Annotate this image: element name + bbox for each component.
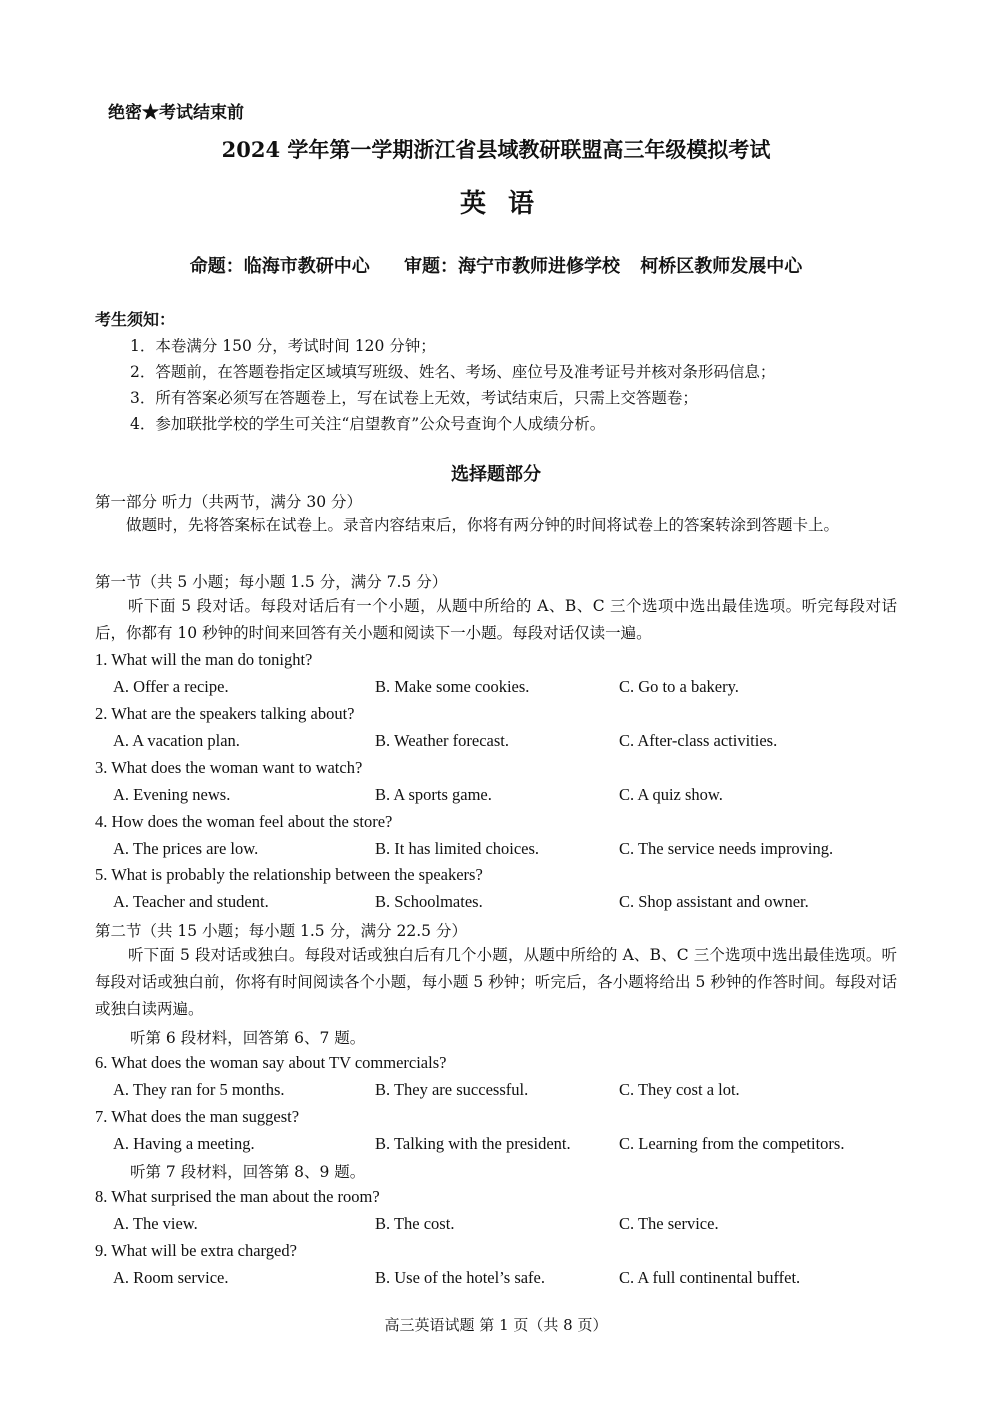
option-a: A. A vacation plan. bbox=[113, 731, 240, 750]
option-c: C. Go to a bakery. bbox=[619, 677, 739, 696]
option-c: C. The service needs improving. bbox=[619, 839, 834, 858]
notice-item: 1．本卷满分 150 分，考试时间 120 分钟； bbox=[130, 337, 436, 355]
option-a: A. Having a meeting. bbox=[113, 1134, 255, 1153]
question: 5. What is probably the relationship between the speakers? bbox=[95, 865, 483, 884]
option-b: B. They are successful. bbox=[375, 1080, 529, 1099]
option-c: C. A quiz show. bbox=[619, 785, 723, 804]
question: 4. How does the woman feel about the store? bbox=[95, 812, 393, 831]
question: 2. What are the speakers talking about? bbox=[95, 704, 355, 723]
option-b: B. Weather forecast. bbox=[375, 731, 509, 750]
part-heading: 第一部分 听力（共两节，满分 30 分） bbox=[95, 493, 363, 511]
page-footer: 高三英语试题 第 1 页（共 8 页） bbox=[384, 1316, 608, 1334]
confidential-label: 绝密★考试结束前 bbox=[108, 103, 244, 123]
option-b: B. Talking with the president. bbox=[375, 1134, 571, 1153]
reviewer-label-1: 审题：海宁市教师进修学校 bbox=[404, 256, 620, 277]
notice-item: 3．所有答案必须写在答题卷上，写在试卷上无效，考试结束后，只需上交答题卷； bbox=[130, 389, 698, 407]
question: 7. What does the man suggest? bbox=[95, 1107, 300, 1126]
notice-item: 2．答题前，在答题卷指定区域填写班级、姓名、考场、座位号及准考证号并核对条形码信息； bbox=[130, 363, 776, 381]
option-a: A. Room service. bbox=[113, 1268, 229, 1287]
option-a: A. Evening news. bbox=[113, 785, 231, 804]
option-c: C. They cost a lot. bbox=[619, 1080, 740, 1099]
option-b: B. Make some cookies. bbox=[375, 677, 530, 696]
section-title: 选择题部分 bbox=[451, 464, 541, 485]
question: 3. What does the woman want to watch? bbox=[95, 758, 363, 777]
subsection-heading: 第二节（共 15 小题；每小题 1.5 分，满分 22.5 分） bbox=[95, 922, 467, 940]
subsection-heading: 第一节（共 5 小题；每小题 1.5 分，满分 7.5 分） bbox=[95, 573, 448, 591]
material-instruction: 听第 7 段材料，回答第 8、9 题。 bbox=[130, 1163, 366, 1181]
option-c: C. After-class activities. bbox=[619, 731, 778, 750]
question: 9. What will be extra charged? bbox=[95, 1241, 297, 1260]
option-c: C. Shop assistant and owner. bbox=[619, 892, 809, 911]
option-c: C. Learning from the competitors. bbox=[619, 1134, 845, 1153]
option-b: B. A sports game. bbox=[375, 785, 492, 804]
option-c: C. A full continental buffet. bbox=[619, 1268, 801, 1287]
notice-item: 4．参加联批学校的学生可关注“启望教育”公众号查询个人成绩分析。 bbox=[130, 415, 606, 433]
option-a: A. The prices are low. bbox=[113, 839, 259, 858]
subsection-intro: 听下面 5 段对话。每段对话后有一个小题，从题中所给的 A、B、C 三个选项中选出最佳选项。听完每段对话后，你都有 10 秒钟的时间来回答有关小题和阅读下一小题。每段对话仅读一遍。 bbox=[95, 597, 897, 642]
option-b: B. Use of the hotel’s safe. bbox=[375, 1268, 546, 1287]
option-a: A. Offer a recipe. bbox=[113, 677, 229, 696]
material-instruction: 听第 6 段材料，回答第 6、7 题。 bbox=[130, 1029, 366, 1047]
option-a: A. Teacher and student. bbox=[113, 892, 269, 911]
exam-authors bbox=[0, 252, 992, 278]
question: 6. What does the woman say about TV commercials? bbox=[95, 1053, 447, 1072]
setter-label: 命题：临海市教研中心 bbox=[189, 256, 370, 277]
part-intro: 做题时，先将答案标在试卷上。录音内容结束后，你将有两分钟的时间将试卷上的答案转涂到答题卡上。 bbox=[126, 516, 840, 534]
option-a: A. They ran for 5 months. bbox=[113, 1080, 285, 1099]
option-b: B. Schoolmates. bbox=[375, 892, 483, 911]
reviewer-label-2: 柯桥区教师发展中心 bbox=[640, 256, 803, 277]
subsection-intro: 听下面 5 段对话或独白。每段对话或独白后有几个小题，从题中所给的 A、B、C 三个选项中选出最佳选项。听每段对话或独白前，你将有时间阅读各个小题，每小题 5 秒钟；听完后，各小题将给出 5 秒钟的作答时间。每段对话或独白读两遍。 bbox=[95, 946, 897, 1018]
exam-title: 2024 学年第一学期浙江省县域教研联盟高三年级模拟考试 bbox=[221, 137, 771, 162]
question: 1. What will the man do tonight? bbox=[95, 650, 313, 669]
subject-title: 英语 bbox=[459, 189, 556, 219]
option-c: C. The service. bbox=[619, 1214, 719, 1233]
option-b: B. It has limited choices. bbox=[375, 839, 540, 858]
question: 8. What surprised the man about the room? bbox=[95, 1187, 380, 1206]
option-b: B. The cost. bbox=[375, 1214, 455, 1233]
option-a: A. The view. bbox=[113, 1214, 198, 1233]
notice-heading: 考生须知： bbox=[95, 310, 176, 329]
